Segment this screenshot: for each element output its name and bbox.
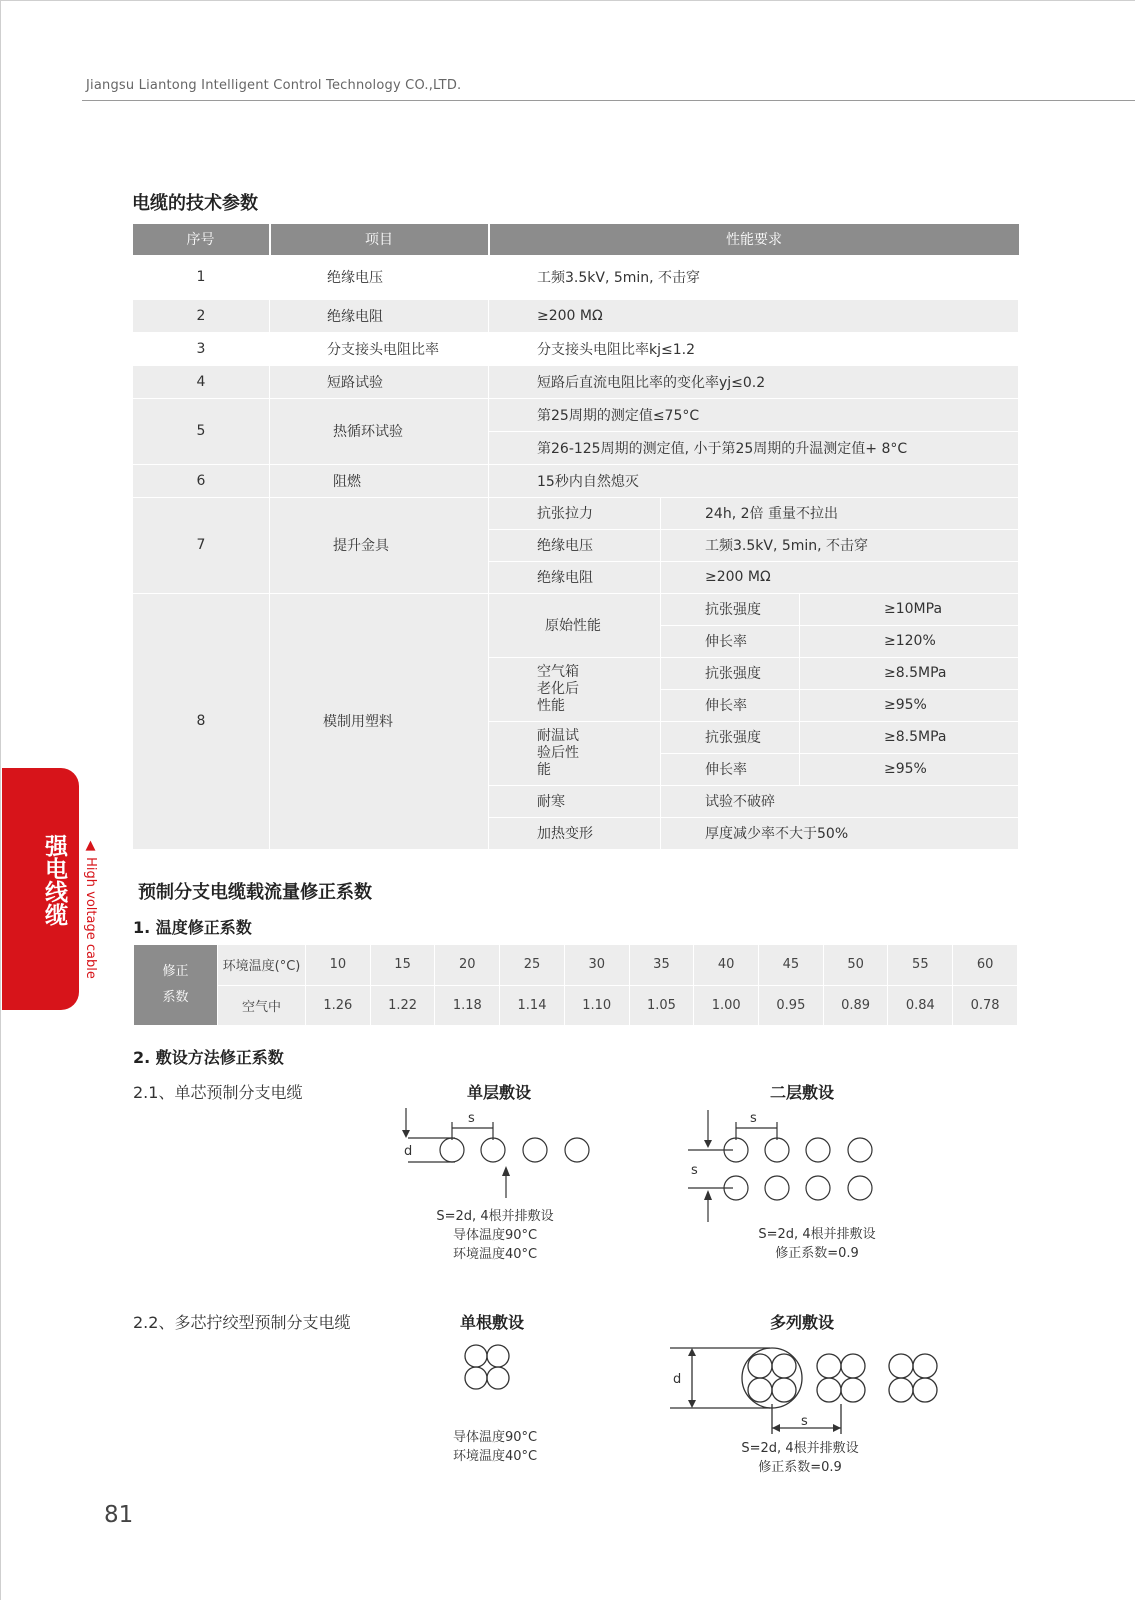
row-no: 5 [133, 398, 270, 464]
single-run-title: 单根敷设 [460, 1313, 525, 1332]
temp-cell: 20 [435, 945, 500, 986]
single-layer-title: 单层敷设 [467, 1083, 532, 1102]
multi-core-title: 2.2、多芯拧绞型预制分支电缆 [133, 1313, 351, 1332]
single-run-notes: 导体温度90°C 环境温度40°C [452, 1430, 538, 1464]
row-item: 分支接头电阻比率 [270, 332, 489, 365]
prop-value: ≥10MPa [800, 593, 1019, 625]
col-header-req: 性能要求 [489, 224, 1019, 255]
temp-cell: 60 [953, 945, 1018, 986]
row-req: 分支接头电阻比率kj≤1.2 [489, 332, 1019, 365]
table-row [133, 365, 1019, 398]
company-name: Jiangsu Liantong Intelligent Control Technology CO.,LTD. [86, 78, 462, 93]
row-item: 热循环试验 [270, 398, 489, 464]
row-no: 2 [133, 299, 270, 332]
multi-run-notes: S=2d, 4根并排敷设 修正系数=0.9 [741, 1441, 859, 1475]
cable-circle [481, 1138, 505, 1162]
row-no: 3 [133, 332, 270, 365]
factor-cell: 0.95 [759, 985, 824, 1026]
prop-name: 抗张强度 [661, 657, 800, 689]
row-req: 15秒内自然熄灭 [489, 464, 1019, 497]
temp-row [134, 945, 1018, 986]
factor-cell: 1.22 [370, 985, 435, 1026]
svg-text:s: s [750, 1111, 757, 1126]
sub-value: 工频3.5kV, 5min, 不击穿 [661, 529, 1019, 561]
temp-cell: 15 [370, 945, 435, 986]
prop-name: 抗张强度 [661, 721, 800, 753]
group-name: 耐寒 [489, 785, 661, 817]
prop-value: 厚度减少率不大于50% [661, 817, 1019, 849]
table-row [133, 299, 1019, 332]
cable-circle [806, 1138, 830, 1162]
tech-params-table [132, 224, 1019, 850]
row-item: 绝缘电压 [270, 255, 489, 299]
row-item: 阻燃 [270, 464, 489, 497]
svg-text:s: s [691, 1163, 698, 1178]
side-tab-en: ▲ High voltage cable [83, 838, 98, 979]
sub-name: 抗张拉力 [489, 497, 661, 529]
cable-circle [848, 1138, 872, 1162]
table-row [133, 255, 1019, 299]
temp-cell: 10 [306, 945, 371, 986]
svg-text:d: d [404, 1144, 413, 1159]
row-no: 1 [133, 255, 270, 299]
row-no: 7 [133, 497, 270, 593]
tech-params-title: 电缆的技术参数 [132, 193, 258, 214]
row-req: 短路后直流电阻比率的变化率yj≤0.2 [489, 365, 1019, 398]
row-label: 空气中 [218, 985, 306, 1026]
prop-name: 抗张强度 [661, 593, 800, 625]
sub-name: 绝缘电阻 [489, 561, 661, 593]
multi-run-title: 多列敷设 [770, 1313, 835, 1332]
single-core-title: 2.1、单芯预制分支电缆 [133, 1083, 303, 1102]
factor-cell: 1.14 [500, 985, 565, 1026]
double-layer-diagram [688, 1100, 888, 1230]
temp-cell: 40 [694, 945, 759, 986]
prop-name: 伸长率 [661, 753, 800, 785]
factor-cell: 1.18 [435, 985, 500, 1026]
cable-circle [848, 1176, 872, 1200]
double-layer-title: 二层敷设 [770, 1083, 835, 1102]
svg-text:d: d [673, 1372, 682, 1387]
table-row [133, 398, 1019, 431]
temp-cell: 35 [629, 945, 694, 986]
table-row [133, 497, 1019, 529]
row-item: 绝缘电阻 [270, 299, 489, 332]
prop-name: 伸长率 [661, 625, 800, 657]
prop-value: ≥95% [800, 689, 1019, 721]
row-item: 短路试验 [270, 365, 489, 398]
row-req: 工频3.5kV, 5min, 不击穿 [489, 255, 1019, 299]
factor-cell: 1.10 [564, 985, 629, 1026]
col-header-item: 项目 [270, 224, 489, 255]
prop-value: ≥120% [800, 625, 1019, 657]
header-rule [82, 100, 1135, 101]
ampacity-title: 预制分支电缆载流量修正系数 [138, 882, 372, 903]
prop-value: 试验不破碎 [661, 785, 1019, 817]
row-item: 提升金具 [270, 497, 489, 593]
corner-label: 修正系数 [134, 945, 218, 1026]
row-no: 4 [133, 365, 270, 398]
temp-cell: 30 [564, 945, 629, 986]
temp-cell: 25 [500, 945, 565, 986]
side-tab-cn: 强电线缆 [41, 834, 67, 926]
single-layer-notes: S=2d, 4根并排敷设 导体温度90°C 环境温度40°C [436, 1209, 554, 1262]
factor-cell: 0.78 [953, 985, 1018, 1026]
factor-cell: 0.89 [823, 985, 888, 1026]
temp-cell: 55 [888, 945, 953, 986]
temp-cell: 50 [823, 945, 888, 986]
group-name: 空气箱老化后性能 [489, 657, 661, 721]
sub-value: 24h, 2倍 重量不拉出 [661, 497, 1019, 529]
row-req: ≥200 MΩ [489, 299, 1019, 332]
factor-cell: 0.84 [888, 985, 953, 1026]
single-run-diagram [460, 1340, 520, 1400]
factor-cell: 1.05 [629, 985, 694, 1026]
table-row [133, 332, 1019, 365]
prop-value: ≥8.5MPa [800, 657, 1019, 689]
svg-text:s: s [801, 1414, 808, 1429]
multi-run-diagram [670, 1342, 950, 1452]
group-name: 耐温试验后性能 [489, 721, 661, 785]
single-layer-diagram [400, 1100, 600, 1210]
cable-circle [765, 1138, 789, 1162]
cable-circle [765, 1176, 789, 1200]
prop-value: ≥95% [800, 753, 1019, 785]
temp-factor-table [133, 944, 1018, 1026]
temp-title: 1. 温度修正系数 [133, 918, 252, 937]
laying-title: 2. 敷设方法修正系数 [133, 1048, 284, 1067]
factor-cell: 1.00 [694, 985, 759, 1026]
prop-name: 伸长率 [661, 689, 800, 721]
table-row [133, 464, 1019, 497]
row-item: 模制用塑料 [270, 593, 489, 849]
temp-cell: 45 [759, 945, 824, 986]
cable-circle [523, 1138, 547, 1162]
row-no: 8 [133, 593, 270, 849]
sub-name: 绝缘电压 [489, 529, 661, 561]
cable-circle [565, 1138, 589, 1162]
table-header-row [133, 224, 1019, 255]
row-req: 第25周期的测定值≤75°C [489, 398, 1019, 431]
double-layer-notes: S=2d, 4根并排敷设 修正系数=0.9 [758, 1227, 876, 1261]
prop-value: ≥8.5MPa [800, 721, 1019, 753]
sub-value: ≥200 MΩ [661, 561, 1019, 593]
row-label: 环境温度(°C) [218, 945, 306, 986]
cable-circle [440, 1138, 464, 1162]
page-number: 81 [104, 1502, 134, 1528]
row-req: 第26-125周期的测定值, 小于第25周期的升温测定值+ 8°C [489, 431, 1019, 464]
svg-text:s: s [468, 1111, 475, 1126]
factor-row [134, 985, 1018, 1026]
factor-cell: 1.26 [306, 985, 371, 1026]
table-row [133, 593, 1019, 625]
group-name: 加热变形 [489, 817, 661, 849]
row-no: 6 [133, 464, 270, 497]
cable-circle [806, 1176, 830, 1200]
group-name: 原始性能 [489, 593, 661, 657]
col-header-no: 序号 [133, 224, 270, 255]
